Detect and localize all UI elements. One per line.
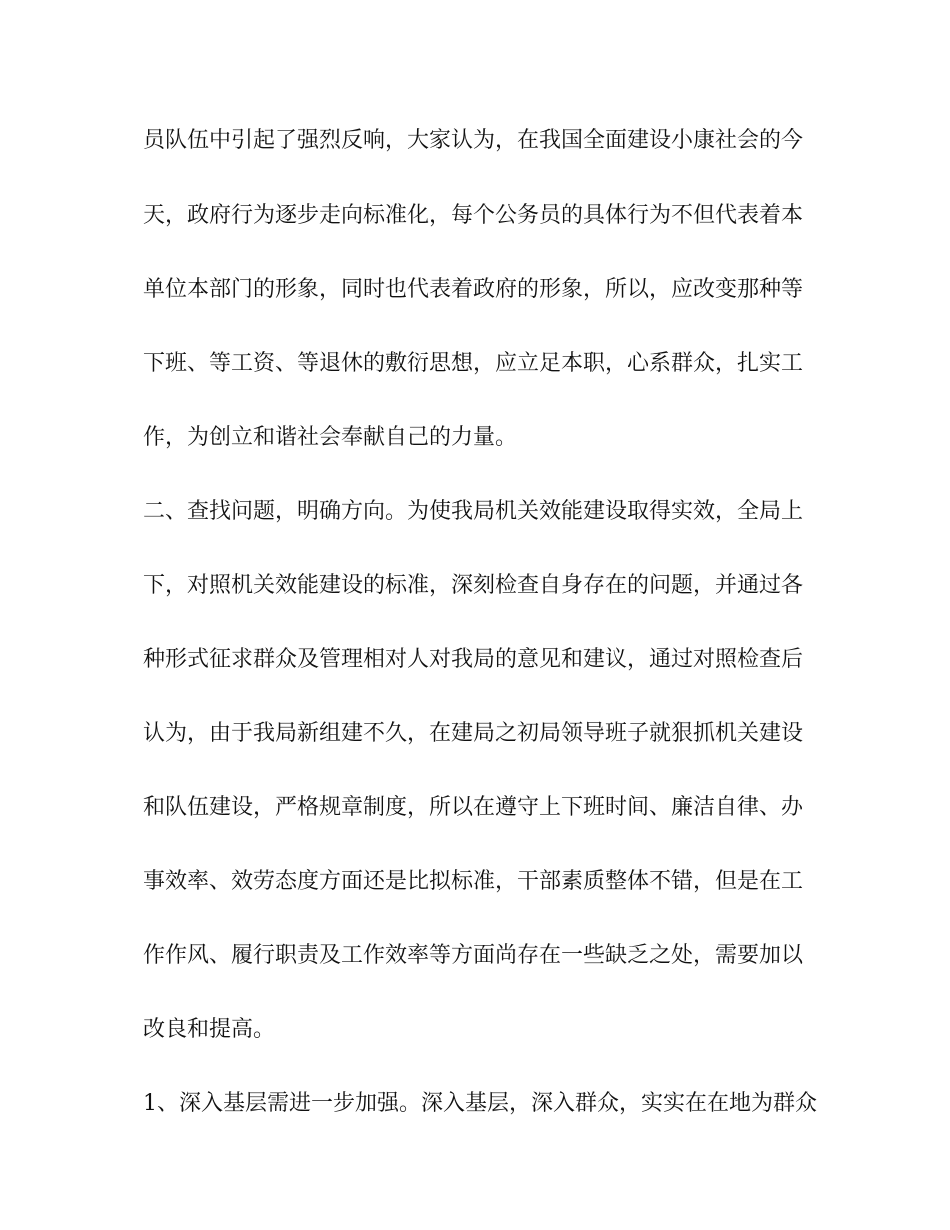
text-line: 和队伍建设，严格规章制度，所以在遵守上下班时间、廉洁自律、办 xyxy=(143,795,804,820)
text-line: 事效率、效劳态度方面还是比拟标准，干部素质整体不错，但是在工 xyxy=(143,869,804,894)
text-line: 天，政府行为逐步走向标准化，每个公务员的具体行为不但代表着本 xyxy=(143,203,804,228)
text-line: 员队伍中引起了强烈反响，大家认为，在我国全面建设小康社会的今 xyxy=(143,128,804,153)
text-line: 种形式征求群众及管理相对人对我局的意见和建议，通过对照检查后 xyxy=(143,647,804,672)
text-line: 认为，由于我局新组建不久，在建局之初局领导班子就狠抓机关建设 xyxy=(143,721,804,746)
text-line: 1、深入基层需进一步加强。深入基层，深入群众，实实在在地为群众 xyxy=(143,1091,817,1116)
text-line: 作，为创立和谐社会奉献自己的力量。 xyxy=(143,425,518,450)
text-line: 改良和提高。 xyxy=(143,1017,276,1042)
text-line: 下班、等工资、等退休的敷衍思想，应立足本职，心系群众，扎实工 xyxy=(143,351,804,376)
text-line: 单位本部门的形象，同时也代表着政府的形象，所以，应改变那种等 xyxy=(143,277,804,302)
text-line: 下，对照机关效能建设的标准，深刻检查自身存在的问题，并通过各 xyxy=(143,573,804,598)
text-line: 二、查找问题，明确方向。为使我局机关效能建设取得实效，全局上 xyxy=(143,499,804,524)
text-line: 作作风、履行职责及工作效率等方面尚存在一些缺乏之处，需要加以 xyxy=(143,943,804,968)
